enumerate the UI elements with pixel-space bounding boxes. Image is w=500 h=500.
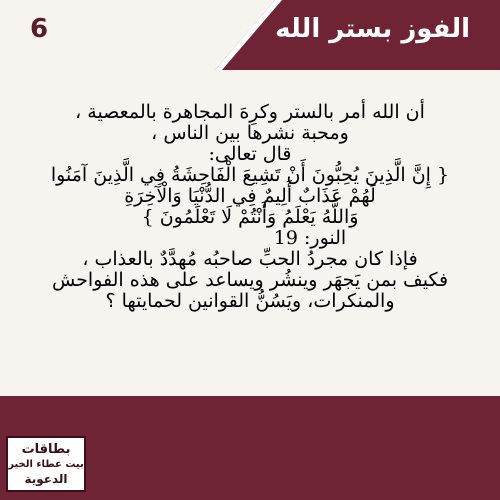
- text-line: فإذا كان مجردُ الحبِّ صاحبُه مُهدَّدٌ بالعذاب ،: [82, 248, 418, 270]
- logo-line: بيت عطاء الخير: [8, 458, 84, 470]
- text-line: ومحبة نشرها بين الناس ،: [151, 122, 349, 144]
- publisher-logo: [6, 436, 86, 492]
- logo-line: الدعوية: [24, 471, 68, 486]
- text-line: أن الله أمر بالستر وكرِهَ المجاهرة بالمعصية ،: [75, 101, 425, 123]
- quran-verse-line: وَاللَّهُ يَعْلَمُ وَأَنْتُمْ لَا تَعْلَمُونَ }: [141, 206, 359, 228]
- verse-reference: النور: 19: [273, 227, 347, 249]
- text-line: فكيف بمن يَجهَر وينشُر ويساعد على هذه الفواحش: [51, 269, 449, 291]
- text-line: والمنكرات، ويَسُنُّ القوانين لحمايتها ؟: [105, 290, 395, 312]
- quran-verse-line: { إِنَّ الَّذِينَ يُحِبُّونَ أَنْ تَشِيعَ الْفَاحِشَةُ فِي الَّذِينَ آمَنُوا: [50, 164, 450, 186]
- page-number: 6: [30, 14, 49, 44]
- page-title: الفوز بستر الله: [275, 14, 470, 44]
- card-content: [28, 102, 472, 312]
- logo-line: بطاقات: [21, 441, 71, 457]
- quran-verse-line: لَهُمْ عَذَابٌ أَلِيمٌ فِي الدُّنْيَا وَالْآخِرَةِ: [124, 185, 376, 207]
- text-line: قال تعالى:: [208, 143, 292, 165]
